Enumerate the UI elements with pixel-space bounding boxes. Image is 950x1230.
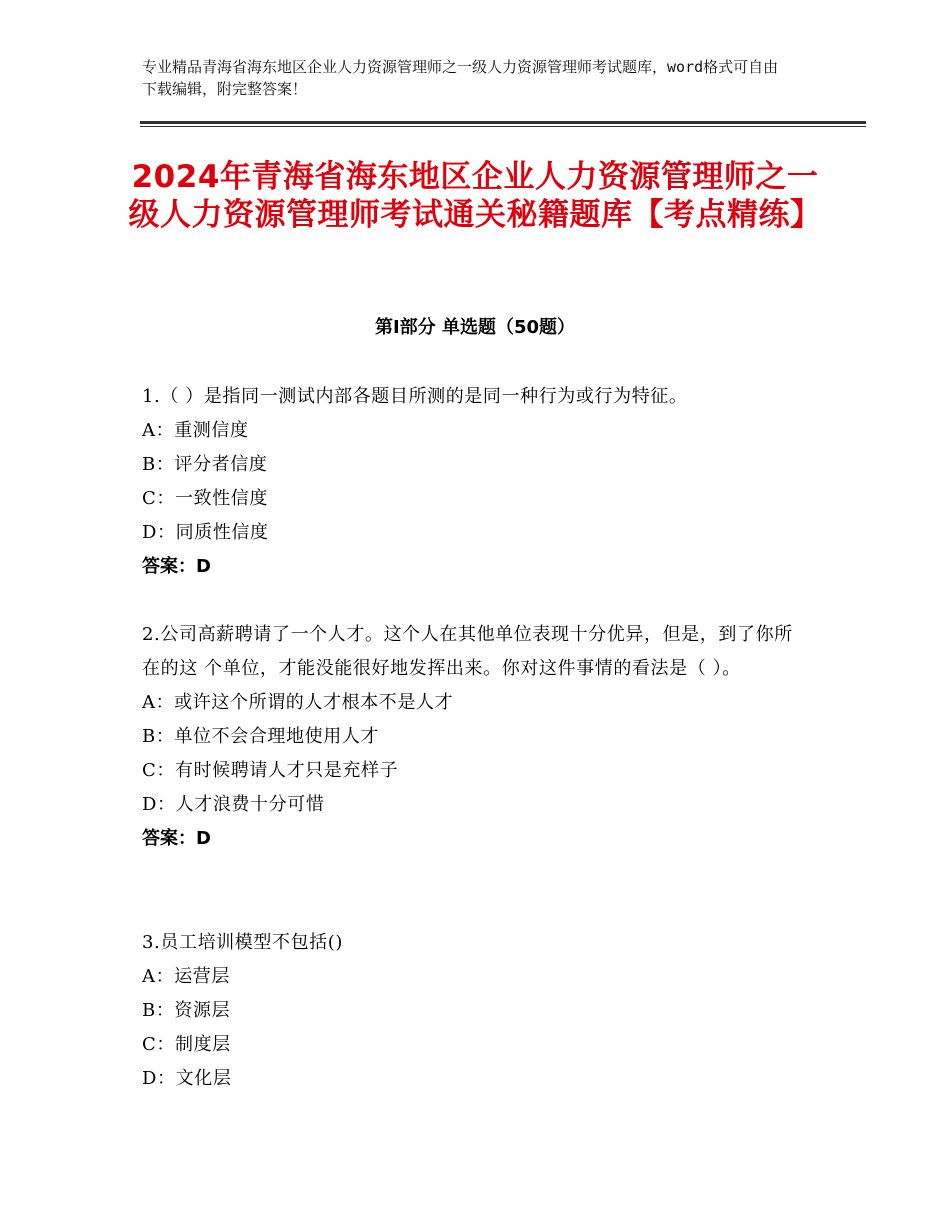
question-3	[142, 926, 822, 1096]
question-text: 3.员工培训模型不包括()	[142, 932, 344, 953]
option-d: D：文化层	[142, 1068, 232, 1089]
answer: 答案：D	[142, 828, 211, 849]
question-2	[142, 618, 807, 856]
section-heading: 第Ⅰ部分 单选题（50题）	[374, 317, 575, 338]
option-b: B：评分者信度	[142, 454, 268, 475]
option-a: A：重测信度	[142, 420, 249, 441]
question-text: 1.（ ）是指同一测试内部各题目所测的是同一种行为或行为特征。	[142, 386, 688, 407]
document-title: 2024年青海省海东地区企业人力资源管理师之一级人力资源管理师考试通关秘籍题库【考点精练】	[128, 159, 822, 233]
answer: 答案：D	[142, 556, 211, 577]
option-d: D：人才浪费十分可惜	[142, 794, 325, 815]
option-c: C：一致性信度	[142, 488, 268, 509]
option-b: B：单位不会合理地使用人才	[142, 726, 380, 747]
option-c: C：有时候聘请人才只是充样子	[142, 760, 399, 781]
option-b: B：资源层	[142, 1000, 231, 1021]
header-note: 专业精品青海省海东地区企业人力资源管理师之一级人力资源管理师考试题库，word格式可自由下载编辑，附完整答案！	[142, 58, 779, 98]
question-1	[142, 380, 822, 584]
header-divider-thick	[140, 121, 866, 124]
option-a: A：或许这个所谓的人才根本不是人才	[142, 692, 454, 713]
header-divider-thin	[140, 126, 866, 127]
question-text: 2.公司高薪聘请了一个人才。这个人在其他单位表现十分优异，但是，到了你所在的这 个单位，才能没能很好地发挥出来。你对这件事情的看法是（ ）。	[142, 624, 793, 679]
option-c: C：制度层	[142, 1034, 231, 1055]
option-a: A：运营层	[142, 966, 230, 987]
option-d: D：同质性信度	[142, 522, 269, 543]
